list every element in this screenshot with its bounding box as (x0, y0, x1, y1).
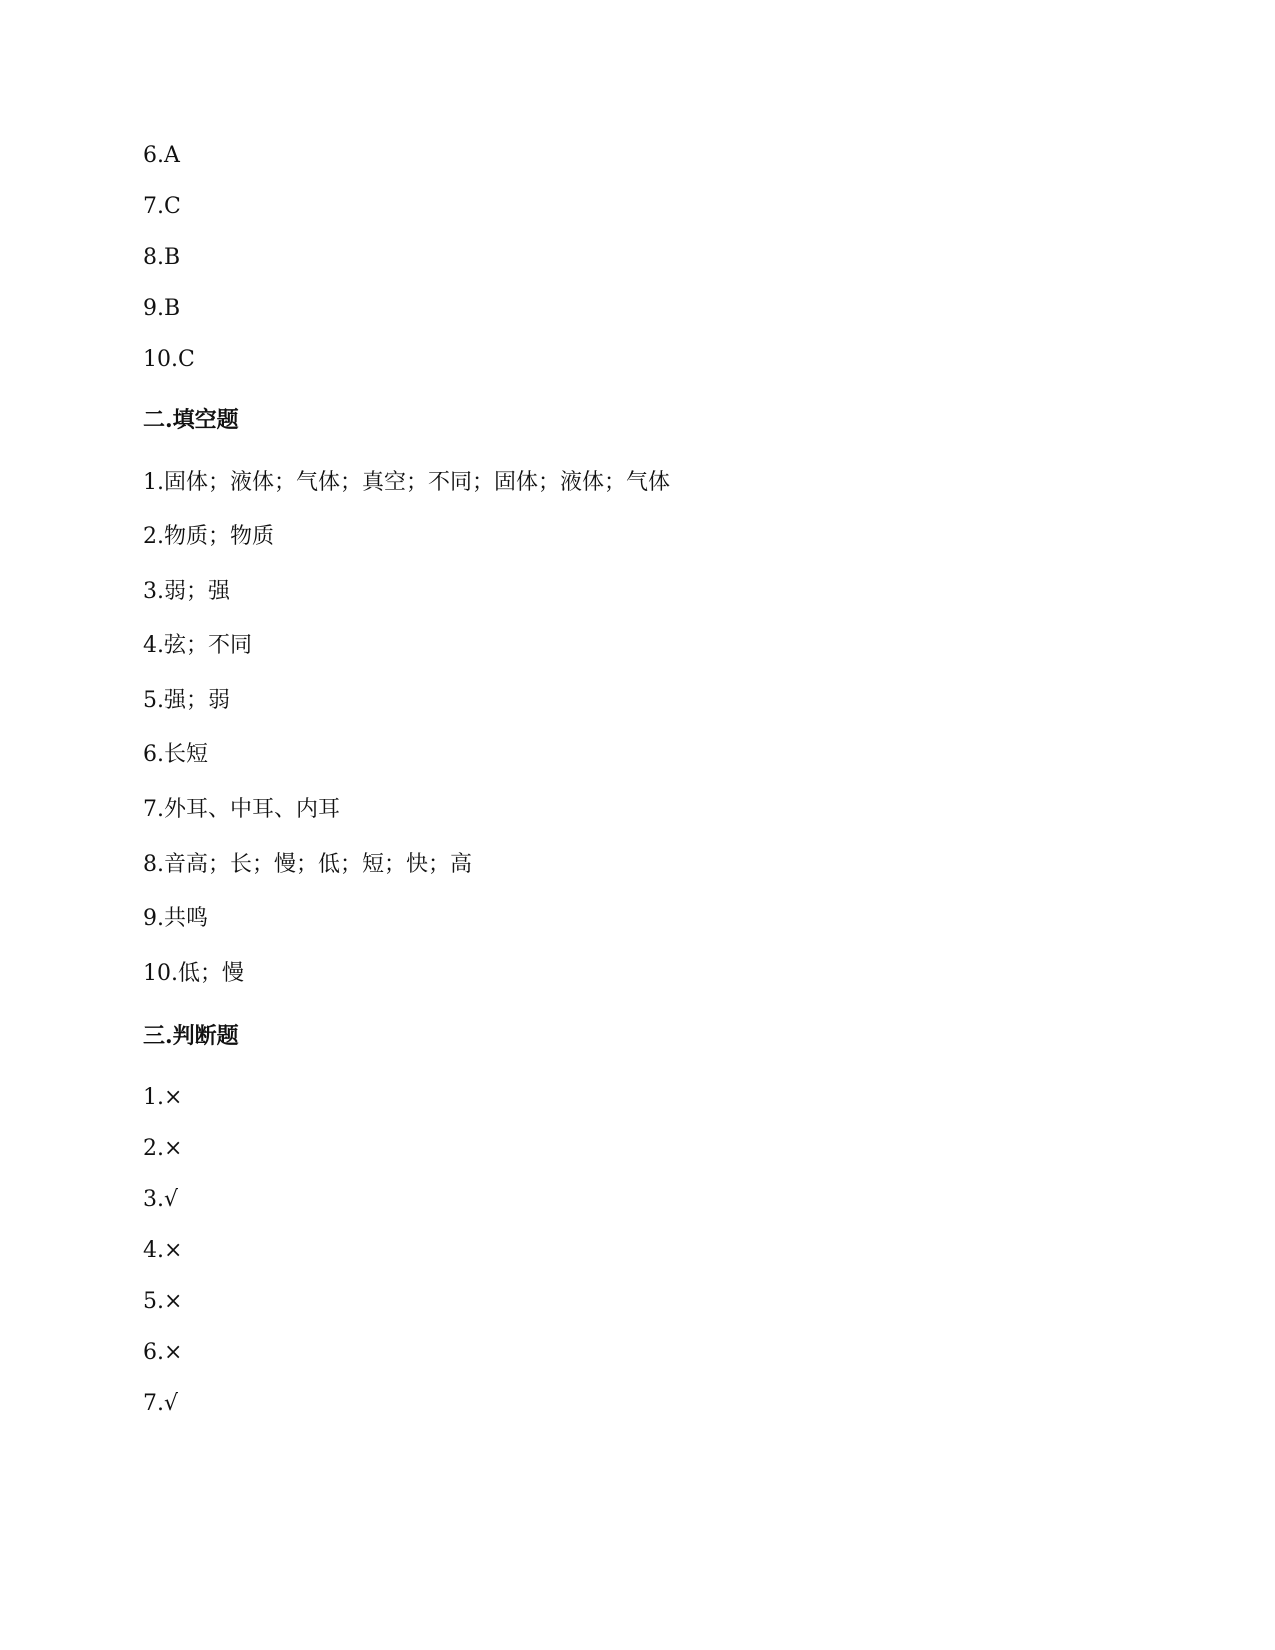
true-false-answer: 5.× (143, 1289, 183, 1314)
fill-blank-answer: 10.低；慢 (143, 961, 244, 986)
true-false-answer: 3.√ (143, 1187, 179, 1212)
true-false-answer: 7.√ (143, 1391, 179, 1416)
choice-answer: 8.B (143, 245, 181, 270)
section-heading-true-false: 三.判断题 (143, 1023, 239, 1049)
fill-blank-answer: 3.弱；强 (143, 579, 230, 604)
fill-blank-answer: 7.外耳、中耳、内耳 (143, 797, 340, 822)
section-heading-fill-blank: 二.填空题 (143, 407, 239, 433)
choice-answer: 7.C (143, 194, 181, 219)
fill-blank-answer: 8.音高；长；慢；低；短；快；高 (143, 852, 472, 877)
true-false-answer: 6.× (143, 1340, 183, 1365)
fill-blank-answer: 2.物质；物质 (143, 524, 274, 549)
fill-blank-answer: 9.共鸣 (143, 906, 208, 931)
fill-blank-answer: 6.长短 (143, 742, 208, 767)
choice-answer: 6.A (143, 143, 180, 168)
choice-answer: 10.C (143, 347, 195, 372)
true-false-answer: 4.× (143, 1238, 183, 1263)
fill-blank-answer: 4.弦；不同 (143, 633, 252, 658)
true-false-answer: 2.× (143, 1136, 183, 1161)
fill-blank-answer: 5.强；弱 (143, 688, 230, 713)
true-false-answer: 1.× (143, 1085, 183, 1110)
fill-blank-answer: 1.固体；液体；气体；真空；不同；固体；液体；气体 (143, 470, 670, 495)
choice-answer: 9.B (143, 296, 181, 321)
